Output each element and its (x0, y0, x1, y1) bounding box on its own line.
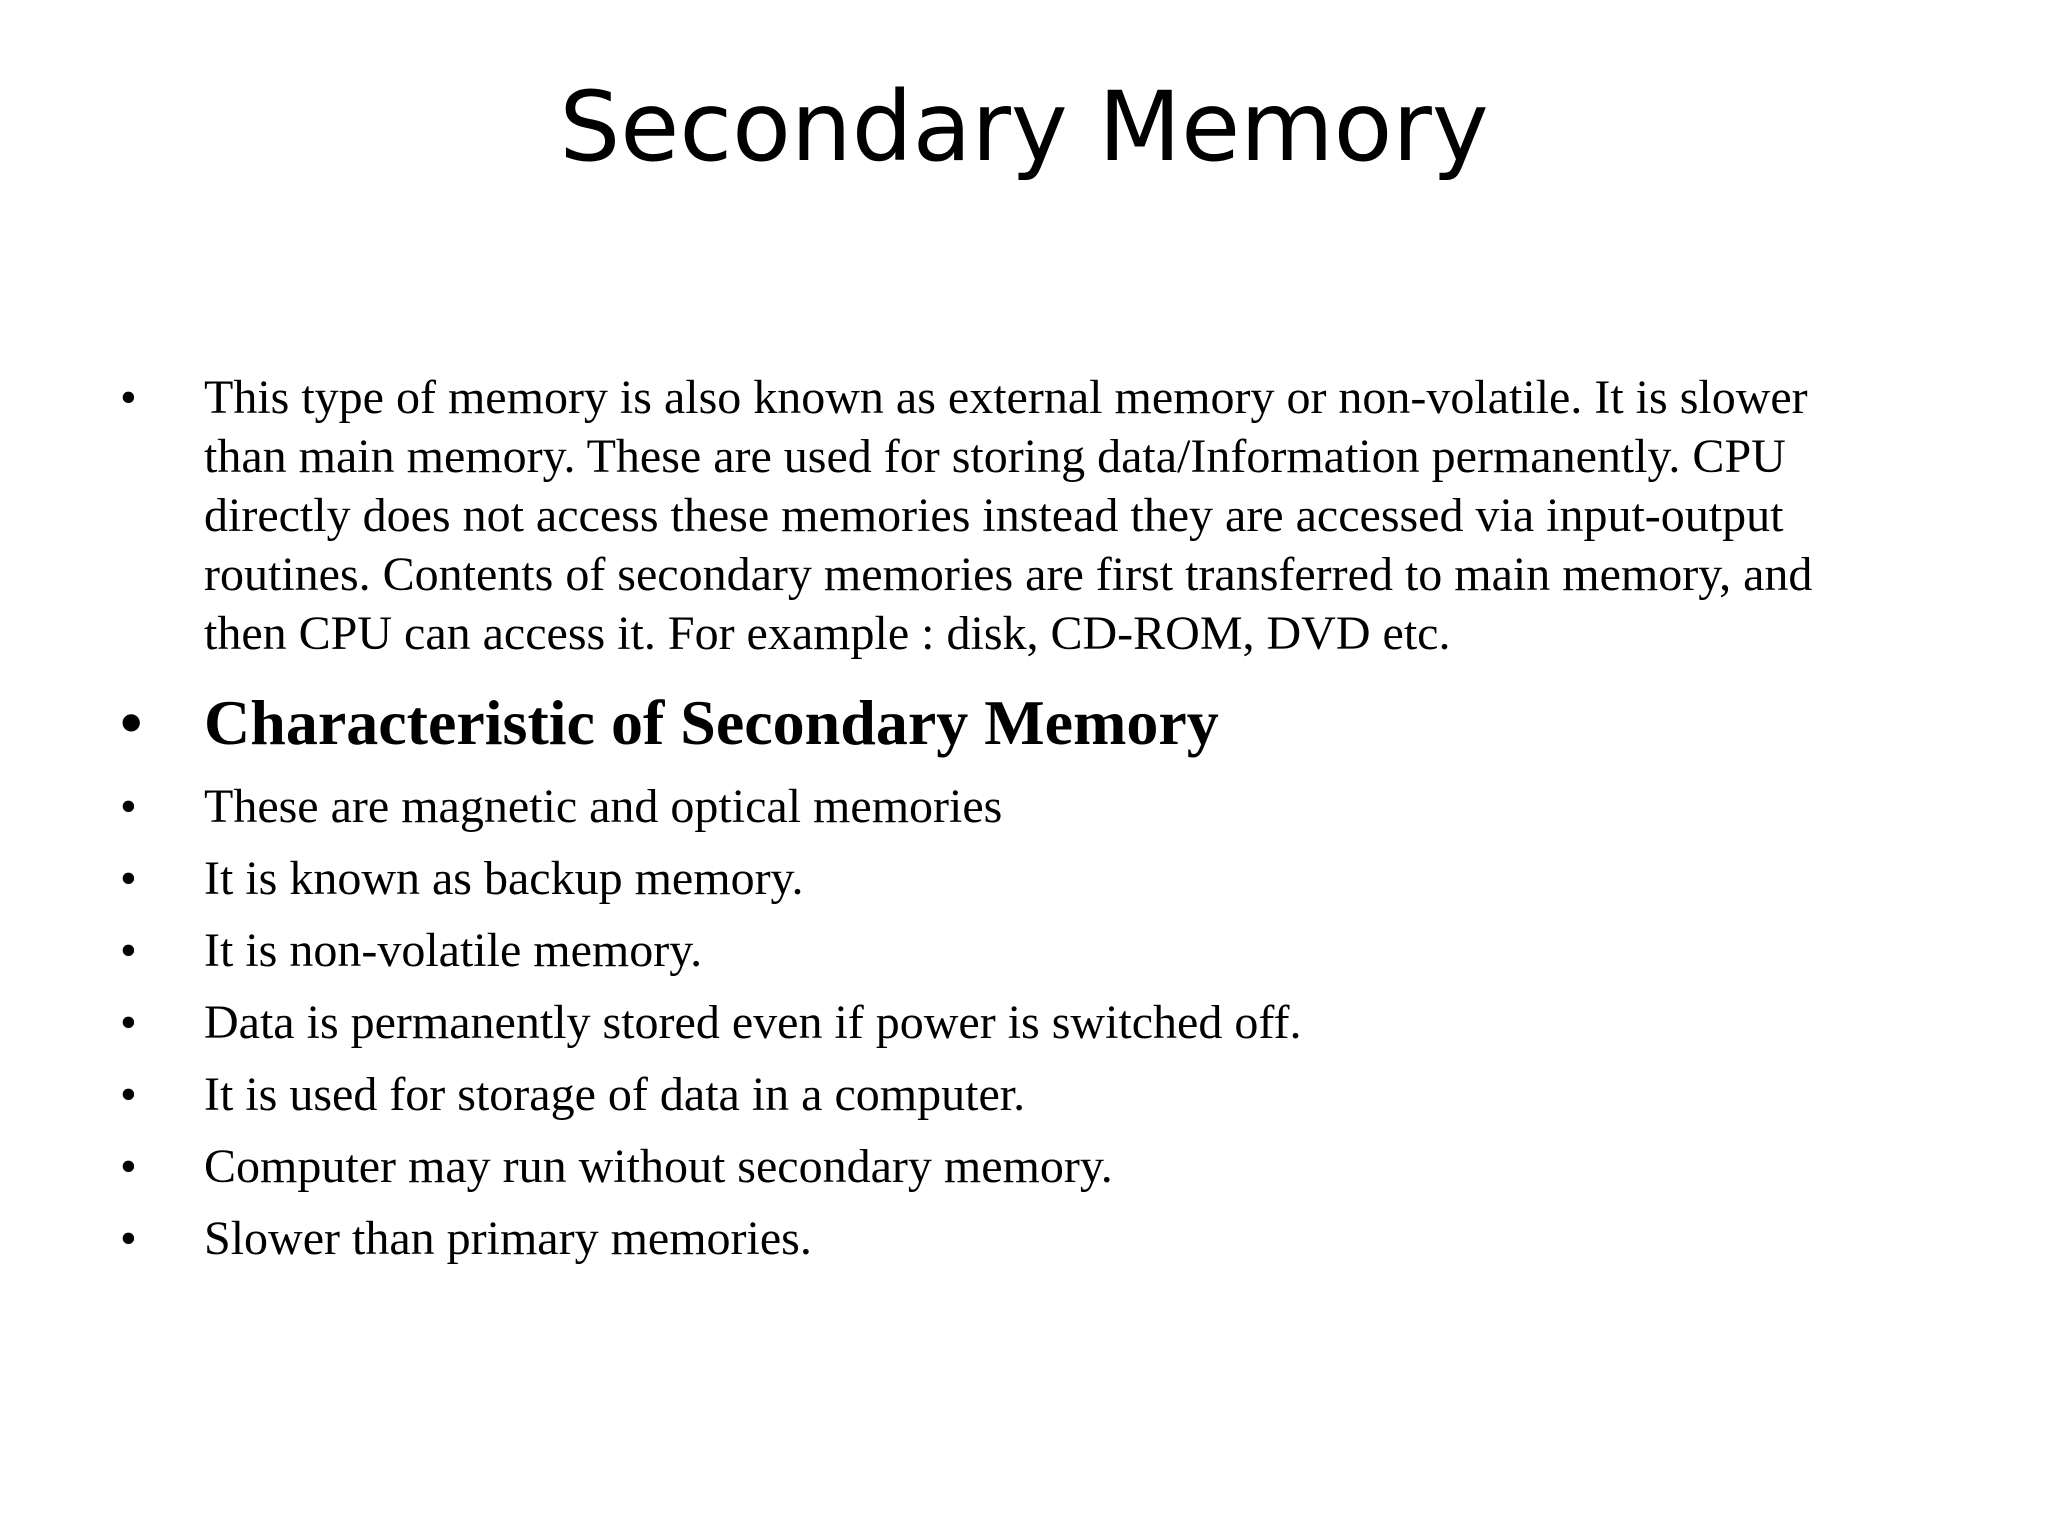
bullet-icon: • (120, 780, 137, 833)
bullet-list (120, 368, 1900, 1275)
point-text: Slower than primary memories. (204, 1212, 812, 1265)
section-heading: Characteristic of Secondary Memory (204, 687, 1219, 758)
bullet-icon: • (120, 687, 143, 758)
list-item (120, 771, 1900, 843)
point-text: Data is permanently stored even if power is switched off. (204, 996, 1302, 1049)
list-item-intro (120, 368, 1900, 663)
bullet-icon: • (120, 1140, 137, 1193)
bullet-icon: • (120, 996, 137, 1049)
list-item (120, 843, 1900, 915)
point-text: It is used for storage of data in a computer. (204, 1068, 1026, 1121)
bullet-icon: • (120, 852, 137, 905)
bullet-icon: • (120, 1068, 137, 1121)
list-item (120, 1131, 1900, 1203)
point-text: Computer may run without secondary memory. (204, 1140, 1113, 1193)
intro-paragraph: This type of memory is also known as external memory or non-volatile. It is slower than main memory. These are used for storing data/Information permanently. CPU directly does not access these memories instead they are accessed via input-output routines. Contents of secondary memories are first transferred to main memory, and then CPU can access it. For example : disk, CD-ROM, DVD etc. (204, 371, 1813, 660)
point-text: It is known as backup memory. (204, 852, 804, 905)
list-item (120, 915, 1900, 987)
slide-title: Secondary Memory (559, 71, 1489, 183)
bullet-icon: • (120, 1212, 137, 1265)
list-item (120, 1059, 1900, 1131)
list-item-heading (120, 681, 1900, 765)
list-item (120, 1203, 1900, 1275)
bullet-icon: • (120, 924, 137, 977)
point-text: These are magnetic and optical memories (204, 780, 1003, 833)
bullet-icon: • (120, 371, 137, 424)
point-text: It is non-volatile memory. (204, 924, 703, 977)
list-item (120, 987, 1900, 1059)
